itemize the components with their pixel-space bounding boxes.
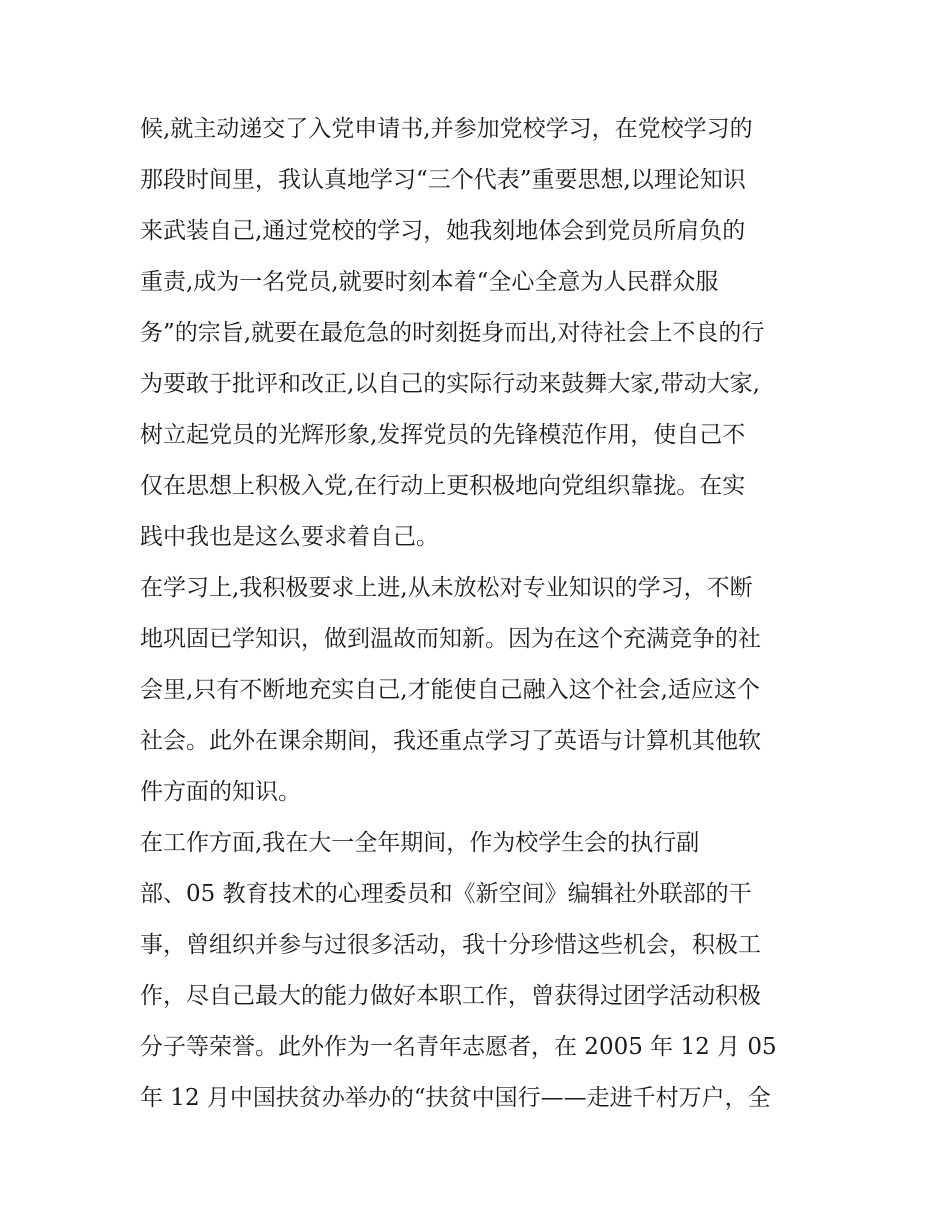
- text-line-15: 在工作方面,我在大一全年期间，作为校学生会的执行副: [140, 830, 700, 856]
- text-line-7: 树立起党员的光辉形象,发挥党员的先锋模范作用，使自己不: [140, 422, 746, 448]
- text-line-8: 仅在思想上积极入党,在行动上更积极地向党组织靠拢。在实: [140, 473, 746, 499]
- text-line-17: 事，曾组织并参与过很多活动，我十分珍惜这些机会，积极工: [140, 932, 761, 958]
- text-line-4: 重责,成为一名党员,就要时刻本着“全心全意为人民群众服: [140, 269, 719, 295]
- text-line-12: 会里,只有不断地充实自己,才能使自己融入这个社会,适应这个: [140, 677, 760, 703]
- text-line-13: 社会。此外在课余期间，我还重点学习了英语与计算机其他软: [140, 728, 761, 754]
- text-line-10: 在学习上,我积极要求上进,从未放松对专业知识的学习，不断: [140, 575, 753, 601]
- text-line-19: 分子等荣誉。此外作为一名青年志愿者，在 2005 年 12 月 05: [140, 1034, 777, 1060]
- text-line-16: 部、05 教育技术的心理委员和《新空间》编辑社外联部的干: [140, 881, 752, 907]
- text-line-9: 践中我也是这么要求着自己。: [140, 524, 439, 550]
- text-line-1: 候,就主动递交了入党申请书,并参加党校学习，在党校学习的: [140, 116, 753, 142]
- text-line-20: 年 12 月中国扶贫办举办的“扶贫中国行——走进千村万户，全: [140, 1085, 771, 1111]
- text-line-5: 务”的宗旨,就要在最危急的时刻挺身而出,对待社会上不良的行: [140, 320, 765, 346]
- text-line-3: 来武装自己,通过党校的学习，她我刻地体会到党员所肩负的: [140, 218, 746, 244]
- text-line-2: 那段时间里，我认真地学习“三个代表”重要思想,以理论知识: [140, 167, 746, 193]
- body-text: [140, 104, 830, 1124]
- text-line-18: 作，尽自己最大的能力做好本职工作，曾获得过团学活动积极: [140, 983, 761, 1009]
- text-line-6: 为要敢于批评和改正,以自己的实际行动来鼓舞大家,带动大家,: [140, 371, 760, 397]
- text-line-14: 件方面的知识。: [140, 779, 301, 805]
- text-line-11: 地巩固已学知识，做到温故而知新。因为在这个充满竞争的社: [140, 626, 761, 652]
